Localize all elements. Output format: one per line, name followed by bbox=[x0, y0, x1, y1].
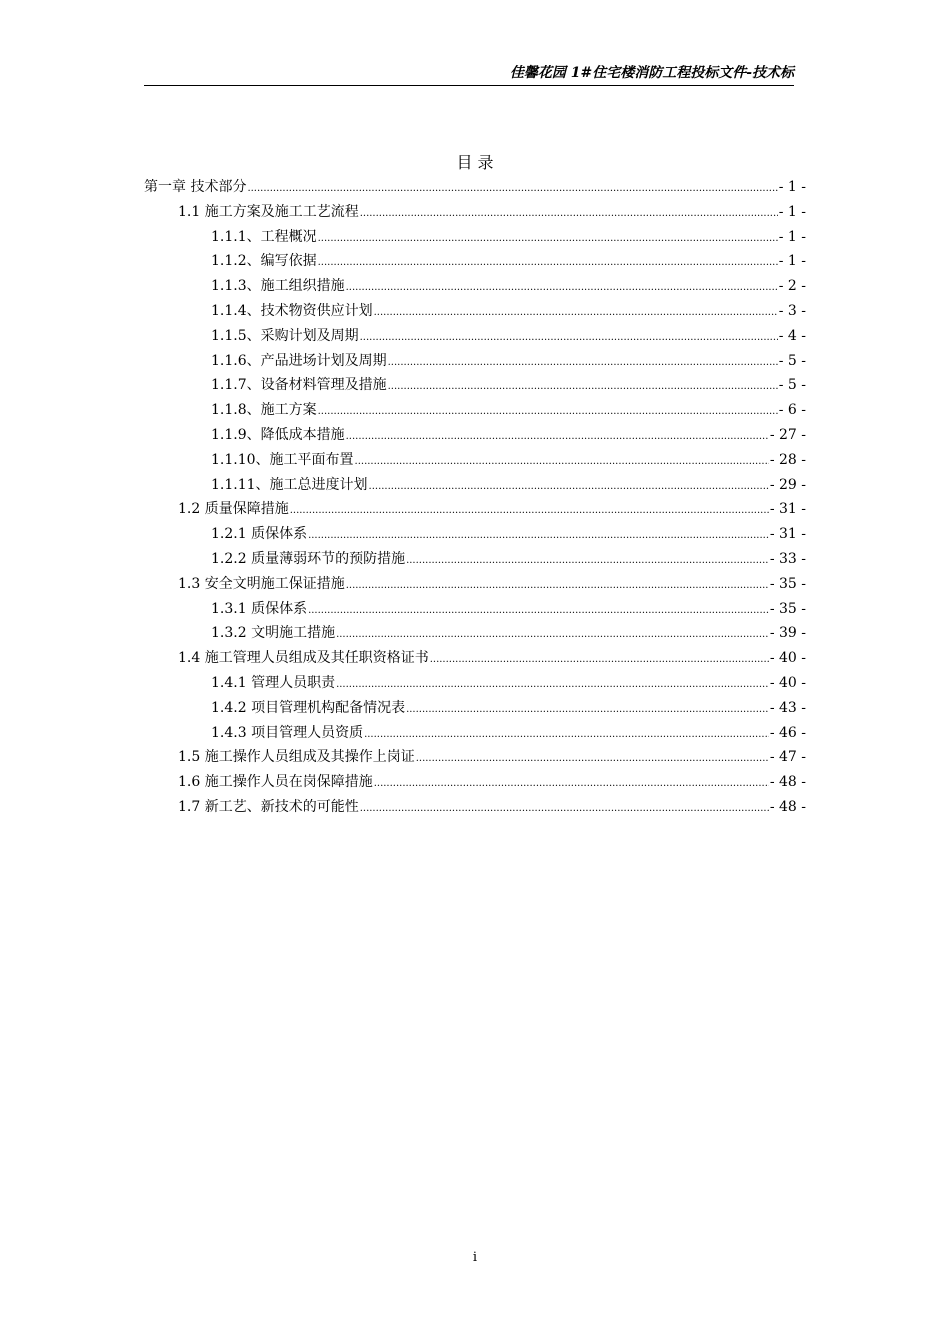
toc-entry-label: 1.3.1 质保体系 bbox=[211, 600, 308, 617]
toc-entry-label: 1.1.1、工程概况 bbox=[211, 228, 317, 245]
toc-entry-page: - 6 - bbox=[778, 402, 806, 419]
toc-entry-page: - 35 - bbox=[769, 600, 806, 617]
toc-entry-label: 1.1.10、施工平面布置 bbox=[211, 451, 354, 468]
toc-entry[interactable] bbox=[144, 697, 806, 722]
toc-entry[interactable] bbox=[144, 573, 806, 598]
toc-entry-page: - 47 - bbox=[769, 749, 806, 766]
toc-entry-page: - 3 - bbox=[778, 302, 806, 319]
toc-entry-label: 1.1.6、产品进场计划及周期 bbox=[211, 352, 387, 369]
toc-title: 目 录 bbox=[456, 153, 494, 172]
toc-entry-label: 1.3 安全文明施工保证措施 bbox=[178, 575, 345, 592]
toc-leader-dots bbox=[374, 778, 769, 789]
toc-entry[interactable] bbox=[144, 771, 806, 796]
toc-entry-label: 1.7 新工艺、新技术的可能性 bbox=[178, 798, 359, 815]
toc-leader-dots bbox=[355, 456, 769, 467]
toc-leader-dots bbox=[369, 481, 769, 492]
toc-entry-page: - 33 - bbox=[769, 550, 806, 567]
toc-entry-label: 1.1 施工方案及施工工艺流程 bbox=[178, 203, 359, 220]
toc-entry-page: - 40 - bbox=[769, 674, 806, 691]
toc-entry[interactable] bbox=[144, 498, 806, 523]
toc-entry-label: 1.2.1 质保体系 bbox=[211, 526, 308, 543]
toc-leader-dots bbox=[336, 679, 769, 690]
page-number: i bbox=[472, 1250, 478, 1265]
toc-leader-dots bbox=[318, 257, 778, 268]
toc-entry-label: 第一章 技术部分 bbox=[144, 179, 247, 195]
toc-entry-label: 1.1.11、施工总进度计划 bbox=[211, 476, 368, 493]
toc-entry[interactable] bbox=[144, 722, 806, 747]
toc-entry-page: - 1 - bbox=[778, 228, 806, 245]
toc-entry[interactable] bbox=[144, 300, 806, 325]
toc-leader-dots bbox=[406, 555, 769, 566]
toc-entry[interactable] bbox=[144, 176, 806, 201]
toc-entry-page: - 1 - bbox=[778, 203, 806, 220]
toc-entry-page: - 27 - bbox=[769, 426, 806, 443]
toc-entry[interactable] bbox=[144, 672, 806, 697]
toc-entry[interactable] bbox=[144, 275, 806, 300]
toc-entry-page: - 5 - bbox=[778, 377, 806, 394]
toc-entry-label: 1.1.2、编写依据 bbox=[211, 253, 317, 270]
toc-leader-dots bbox=[430, 654, 769, 665]
toc-entry-label: 1.1.9、降低成本措施 bbox=[211, 426, 345, 443]
toc-leader-dots bbox=[364, 729, 769, 740]
toc-entry[interactable] bbox=[144, 523, 806, 548]
toc-entry-label: 1.3.2 文明施工措施 bbox=[211, 625, 336, 642]
toc-entry[interactable] bbox=[144, 449, 806, 474]
toc-entry-page: - 1 - bbox=[778, 253, 806, 270]
toc-entry-page: - 31 - bbox=[769, 501, 806, 518]
toc-entry[interactable] bbox=[144, 325, 806, 350]
toc-entry[interactable] bbox=[144, 374, 806, 399]
toc-leader-dots bbox=[247, 183, 777, 194]
toc-entry-label: 1.4.1 管理人员职责 bbox=[211, 674, 336, 691]
toc-entry[interactable] bbox=[144, 598, 806, 623]
toc-entry[interactable] bbox=[144, 350, 806, 375]
toc-leader-dots bbox=[318, 406, 778, 417]
toc-leader-dots bbox=[360, 803, 769, 814]
toc-entry-page: - 43 - bbox=[769, 699, 806, 716]
toc-entry-label: 1.4 施工管理人员组成及其任职资格证书 bbox=[178, 650, 429, 667]
toc-entry-label: 1.1.8、施工方案 bbox=[211, 402, 317, 419]
toc-entry-label: 1.1.3、施工组织措施 bbox=[211, 278, 345, 295]
page-header: 佳馨花园 1#住宅楼消防工程投标文件-技术标 bbox=[144, 62, 794, 86]
toc-entry-page: - 28 - bbox=[769, 451, 806, 468]
toc-entry[interactable] bbox=[144, 250, 806, 275]
toc-entry-page: - 46 - bbox=[769, 724, 806, 741]
toc-entry-page: - 39 - bbox=[769, 625, 806, 642]
toc-entry-page: - 35 - bbox=[769, 575, 806, 592]
toc-leader-dots bbox=[346, 282, 778, 293]
toc-entry-label: 1.2.2 质量薄弱环节的预防措施 bbox=[211, 550, 406, 567]
toc-leader-dots bbox=[346, 580, 769, 591]
toc-entry-page: - 1 - bbox=[778, 179, 806, 195]
toc-entry-page: - 40 - bbox=[769, 650, 806, 667]
toc-entry[interactable] bbox=[144, 201, 806, 226]
toc-entry-label: 1.4.2 项目管理机构配备情况表 bbox=[211, 699, 406, 716]
toc-entry-label: 1.6 施工操作人员在岗保障措施 bbox=[178, 774, 373, 791]
toc-leader-dots bbox=[336, 629, 769, 640]
toc-entry-label: 1.1.4、技术物资供应计划 bbox=[211, 302, 373, 319]
table-of-contents bbox=[144, 176, 806, 821]
toc-entry-page: - 48 - bbox=[769, 774, 806, 791]
toc-entry[interactable] bbox=[144, 622, 806, 647]
toc-entry-label: 1.2 质量保障措施 bbox=[178, 501, 289, 518]
toc-entry[interactable] bbox=[144, 226, 806, 251]
toc-entry-page: - 48 - bbox=[769, 798, 806, 815]
toc-entry-label: 1.1.7、设备材料管理及措施 bbox=[211, 377, 387, 394]
toc-leader-dots bbox=[290, 505, 769, 516]
toc-entry-page: - 2 - bbox=[778, 278, 806, 295]
toc-entry[interactable] bbox=[144, 746, 806, 771]
toc-entry-page: - 29 - bbox=[769, 476, 806, 493]
toc-leader-dots bbox=[360, 332, 778, 343]
toc-entry[interactable] bbox=[144, 424, 806, 449]
toc-entry[interactable] bbox=[144, 399, 806, 424]
toc-entry-page: - 31 - bbox=[769, 526, 806, 543]
toc-entry[interactable] bbox=[144, 796, 806, 821]
toc-leader-dots bbox=[318, 233, 778, 244]
toc-leader-dots bbox=[388, 381, 778, 392]
toc-leader-dots bbox=[406, 704, 769, 715]
toc-leader-dots bbox=[388, 357, 778, 368]
toc-leader-dots bbox=[360, 208, 778, 219]
toc-leader-dots bbox=[308, 605, 769, 616]
toc-entry[interactable] bbox=[144, 474, 806, 499]
toc-entry-label: 1.1.5、采购计划及周期 bbox=[211, 327, 359, 344]
toc-entry-label: 1.5 施工操作人员组成及其操作上岗证 bbox=[178, 749, 415, 766]
toc-entry[interactable] bbox=[144, 548, 806, 573]
toc-leader-dots bbox=[308, 530, 769, 541]
toc-leader-dots bbox=[416, 753, 769, 764]
toc-entry-page: - 4 - bbox=[778, 327, 806, 344]
toc-entry-label: 1.4.3 项目管理人员资质 bbox=[211, 724, 364, 741]
toc-entry[interactable] bbox=[144, 647, 806, 672]
toc-leader-dots bbox=[346, 431, 769, 442]
toc-leader-dots bbox=[374, 307, 778, 318]
toc-entry-page: - 5 - bbox=[778, 352, 806, 369]
